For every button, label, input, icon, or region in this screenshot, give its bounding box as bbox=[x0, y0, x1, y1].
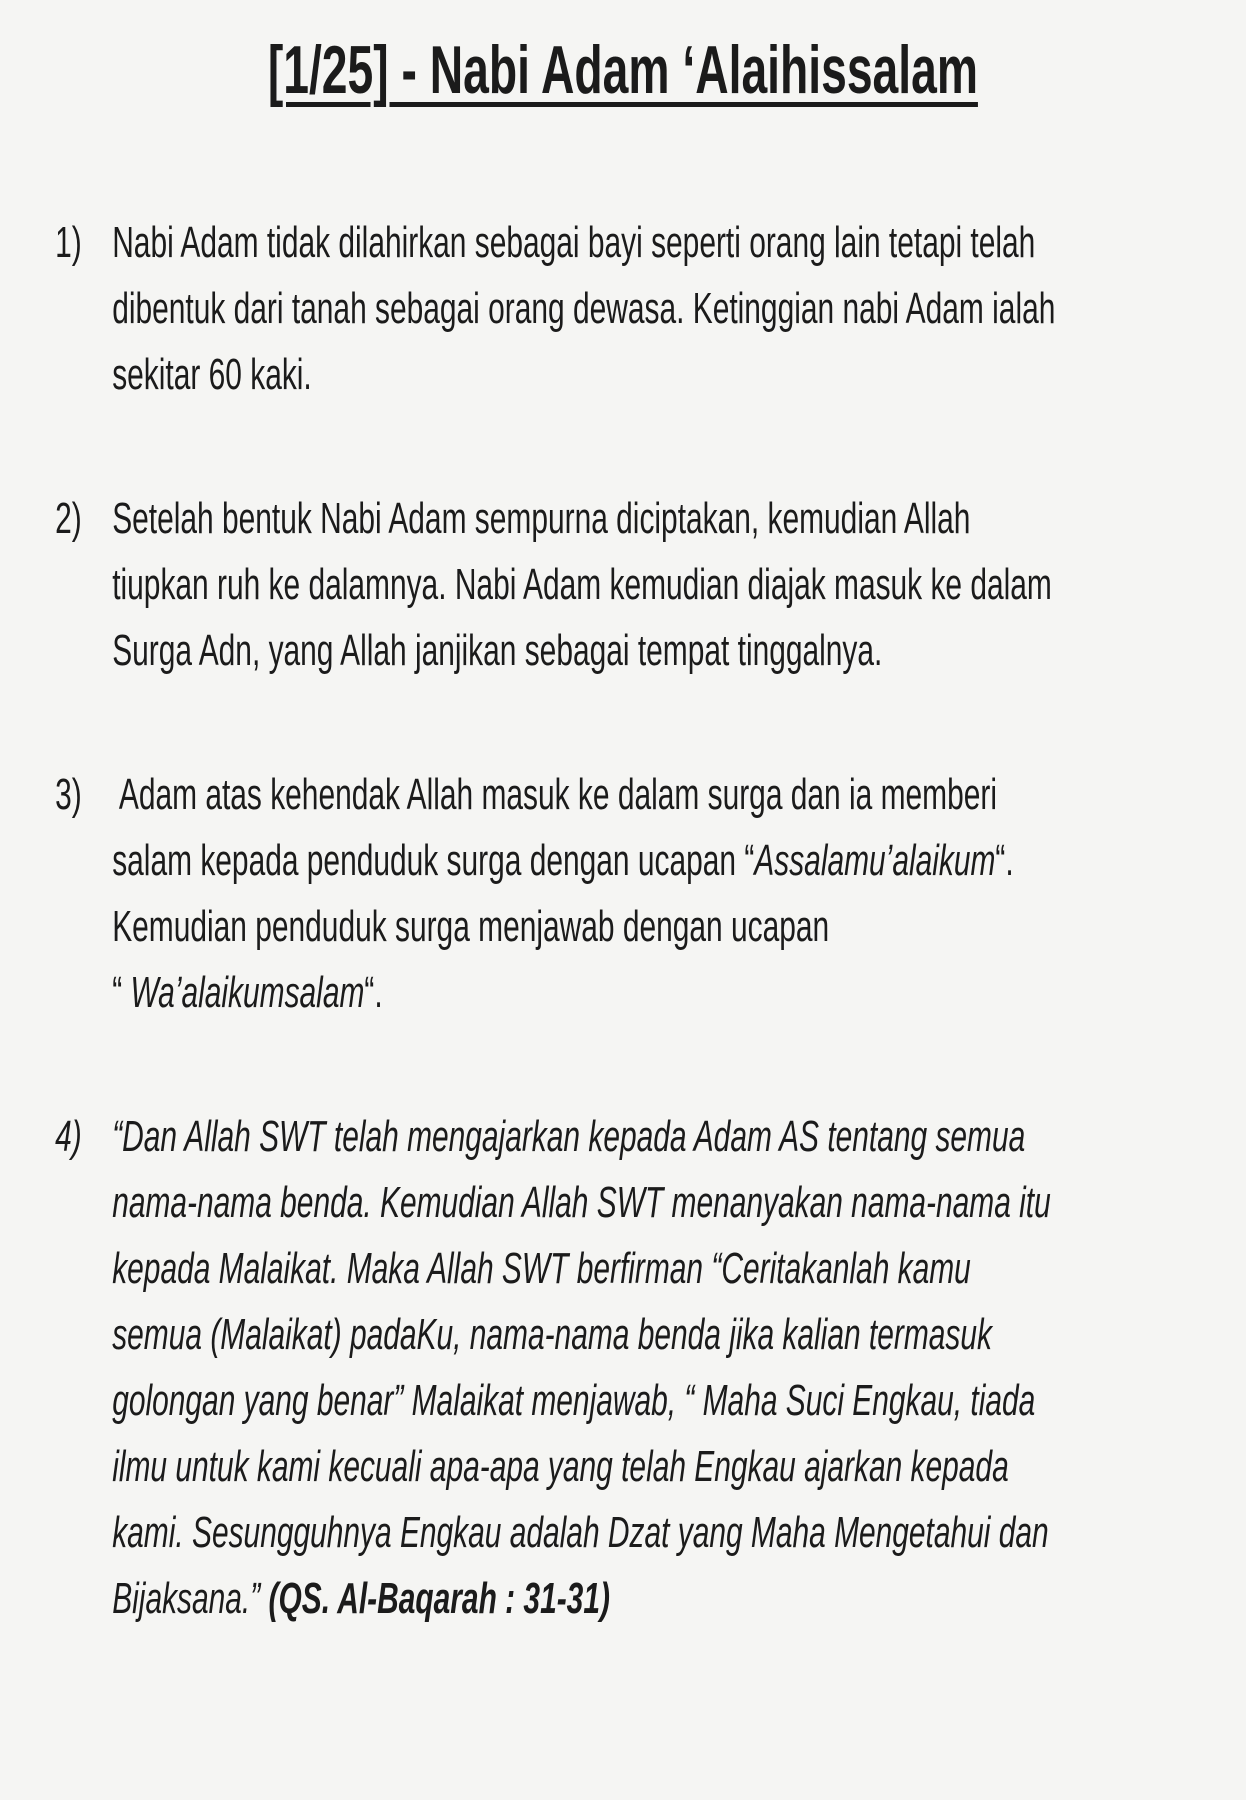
text-run: “ bbox=[112, 968, 131, 1017]
text-run: Surga Adn, yang Allah janjikan sebagai tempat tinggalnya. bbox=[112, 626, 883, 675]
text-line bbox=[112, 762, 1205, 828]
text-run: Nabi Adam tidak dilahirkan sebagai bayi seperti orang lain tetapi telah bbox=[112, 218, 1036, 267]
text-run: sekitar 60 kaki. bbox=[112, 350, 312, 399]
list-item bbox=[0, 1104, 1246, 1632]
list-item-number: 4) bbox=[55, 1112, 82, 1161]
numbered-list bbox=[0, 210, 1246, 1632]
content-wrapper bbox=[0, 30, 1246, 1632]
text-line bbox=[112, 552, 1205, 618]
text-run: Adam atas kehendak Allah masuk ke dalam surga dan ia memberi bbox=[112, 770, 997, 819]
list-item bbox=[0, 762, 1246, 1026]
text-run: salam kepada penduduk surga dengan ucapan “ bbox=[112, 836, 755, 885]
text-line bbox=[112, 1566, 1205, 1632]
text-line bbox=[112, 828, 1205, 894]
text-run: Wa’alaikumsalam bbox=[130, 968, 365, 1017]
text-run: kepada Malaikat. Maka Allah SWT berfirman “Ceritakanlah kamu bbox=[112, 1244, 971, 1293]
list-item bbox=[0, 210, 1246, 408]
text-run: ilmu untuk kami kecuali apa-apa yang telah Engkau ajarkan kepada bbox=[112, 1442, 1009, 1491]
text-run: dibentuk dari tanah sebagai orang dewasa. Ketinggian nabi Adam ialah bbox=[112, 284, 1056, 333]
text-line bbox=[112, 894, 1205, 960]
list-item-text bbox=[112, 1104, 1205, 1632]
text-line bbox=[112, 1236, 1205, 1302]
text-run: “Dan Allah SWT telah mengajarkan kepada Adam AS tentang semua bbox=[112, 1112, 1026, 1161]
text-line bbox=[112, 1302, 1205, 1368]
text-line bbox=[112, 1104, 1205, 1170]
text-line bbox=[112, 1500, 1205, 1566]
text-run: tiupkan ruh ke dalamnya. Nabi Adam kemudian diajak masuk ke dalam bbox=[112, 560, 1052, 609]
title-row bbox=[0, 30, 1246, 110]
list-item-number: 2) bbox=[55, 494, 82, 543]
text-run: nama-nama benda. Kemudian Allah SWT menanyakan nama-nama itu bbox=[112, 1178, 1051, 1227]
text-line bbox=[112, 210, 1205, 276]
text-line bbox=[112, 618, 1205, 684]
list-item-text bbox=[112, 762, 1205, 1026]
text-line bbox=[112, 486, 1205, 552]
list-item bbox=[0, 486, 1246, 684]
text-run: kami. Sesungguhnya Engkau adalah Dzat yang Maha Mengetahui dan bbox=[112, 1508, 1049, 1557]
list-item-text bbox=[112, 486, 1205, 684]
list-item-text bbox=[112, 210, 1205, 408]
text-line bbox=[112, 342, 1205, 408]
text-run: semua (Malaikat) padaKu, nama-nama benda jika kalian termasuk bbox=[112, 1310, 992, 1359]
text-run: Assalamu’alaikum bbox=[754, 836, 996, 885]
list-item-number: 1) bbox=[55, 218, 82, 267]
text-run: “. bbox=[364, 968, 383, 1017]
text-run: Setelah bentuk Nabi Adam sempurna diciptakan, kemudian Allah bbox=[112, 494, 971, 543]
page-title: [1/25] - Nabi Adam ‘Alaihissalam bbox=[267, 32, 978, 108]
text-line bbox=[112, 960, 1205, 1026]
text-run: golongan yang benar” Malaikat menjawab, “ Maha Suci Engkau, tiada bbox=[112, 1376, 1036, 1425]
text-run: “. bbox=[995, 836, 1014, 885]
text-line bbox=[112, 1170, 1205, 1236]
text-run: Kemudian penduduk surga menjawab dengan ucapan bbox=[112, 902, 830, 951]
text-line bbox=[112, 1368, 1205, 1434]
text-run: (QS. Al-Baqarah : 31-31) bbox=[268, 1574, 610, 1623]
text-line bbox=[112, 276, 1205, 342]
list-item-number: 3) bbox=[55, 770, 82, 819]
text-line bbox=[112, 1434, 1205, 1500]
text-run: Bijaksana.” bbox=[112, 1574, 269, 1623]
